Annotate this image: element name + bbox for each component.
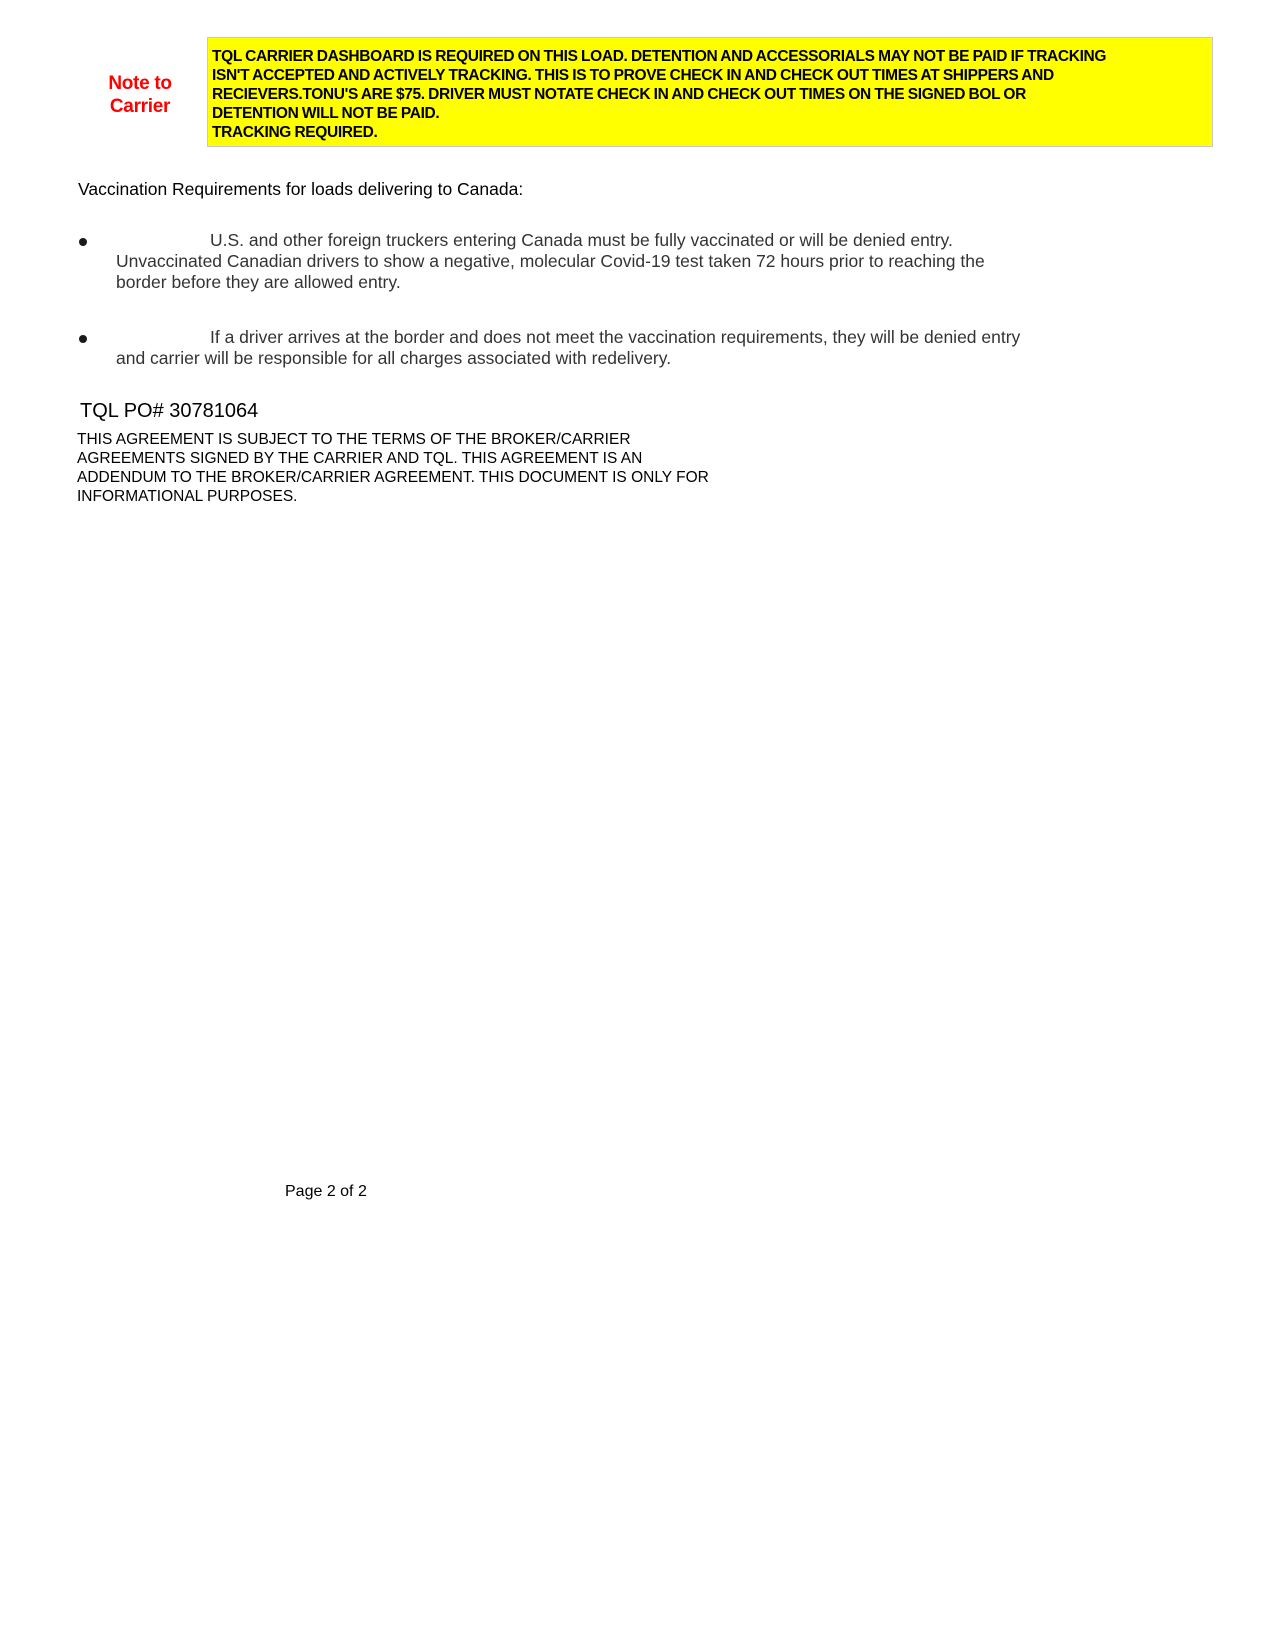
note-line: ISN'T ACCEPTED AND ACTIVELY TRACKING. THIS IS TO PROVE CHECK IN AND CHECK OUT TIMES AT SHIPPERS AND [212,67,1054,84]
bullet-line: U.S. and other foreign truckers entering Canada must be fully vaccinated or will be denied entry. [210,230,953,250]
note-line: DETENTION WILL NOT BE PAID. [212,105,440,122]
bullet-line: and carrier will be responsible for all charges associated with redelivery. [116,348,672,368]
agreement-line: ADDENDUM TO THE BROKER/CARRIER AGREEMENT. THIS DOCUMENT IS ONLY FOR [77,469,709,486]
bullet-line: If a driver arrives at the border and does not meet the vaccination requirements, they will be denied entry [210,327,1021,347]
agreement-line: THIS AGREEMENT IS SUBJECT TO THE TERMS OF THE BROKER/CARRIER [77,431,631,448]
bullet-dot-icon [79,238,87,246]
note-to-carrier-label [92,72,188,118]
bullet-line: border before they are allowed entry. [116,272,401,292]
note-label-line-2: Carrier [109,96,171,117]
agreement-line: INFORMATIONAL PURPOSES. [77,488,298,505]
page-number: Page 2 of 2 [285,1183,367,1200]
po-number: TQL PO# 30781064 [80,400,259,422]
agreement-text [77,430,709,506]
bullet-dot-icon [79,335,87,343]
vaccination-heading: Vaccination Requirements for loads delivering to Canada: [78,179,524,199]
note-line: RECIEVERS.TONU'S ARE $75. DRIVER MUST NOTATE CHECK IN AND CHECK OUT TIMES ON THE SIGNED BOL OR [212,86,1026,103]
bullet-line: Unvaccinated Canadian drivers to show a negative, molecular Covid-19 test taken 72 hours prior to reaching the [116,251,985,271]
note-line: TQL CARRIER DASHBOARD IS REQUIRED ON THIS LOAD. DETENTION AND ACCESSORIALS MAY NOT BE PAID IF TRACKING [212,48,1107,65]
carrier-note-box [207,37,1213,147]
note-label-line-1: Note to [108,73,172,94]
vaccination-bullet [76,327,1076,369]
agreement-line: AGREEMENTS SIGNED BY THE CARRIER AND TQL. THIS AGREEMENT IS AN [77,450,643,467]
note-line: TRACKING REQUIRED. [212,124,378,141]
vaccination-bullet [76,230,1076,293]
